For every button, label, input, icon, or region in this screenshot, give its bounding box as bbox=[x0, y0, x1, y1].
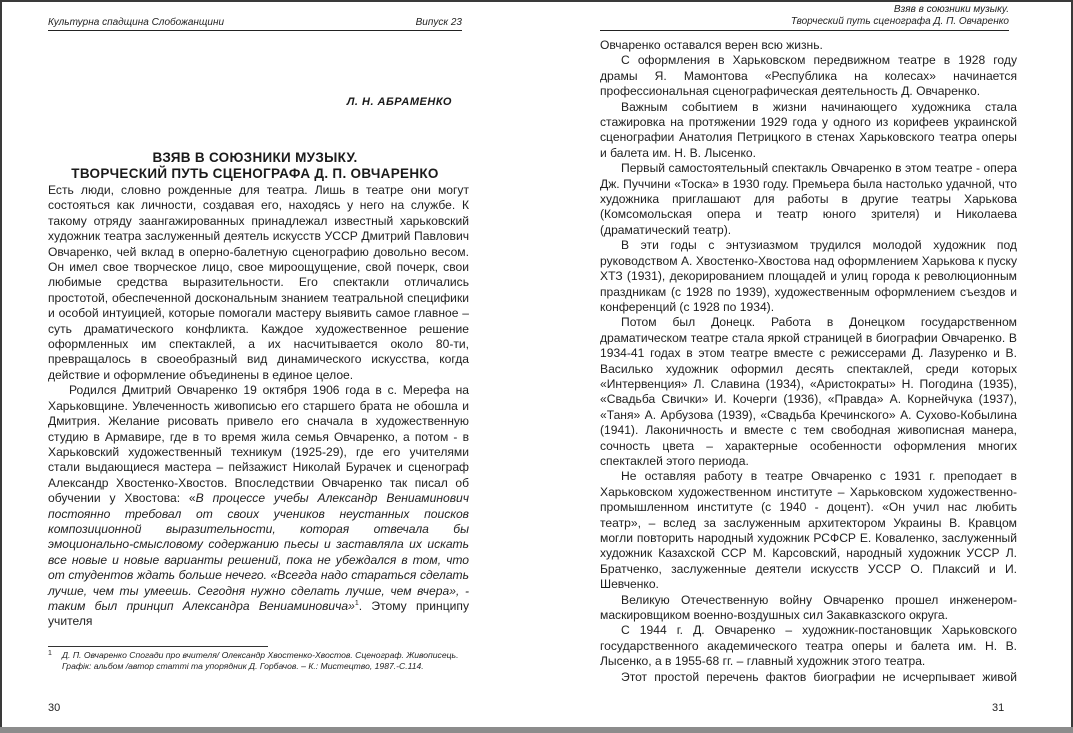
page-number: 30 bbox=[48, 702, 61, 714]
running-title-line-2: Творческий путь сценографа Д. П. Овчаренко bbox=[790, 15, 1009, 27]
article-author: Л. Н. АБРАМЕНКО bbox=[346, 96, 452, 108]
paragraph: С 1944 г. Д. Овчаренко – художник-постановщик Харьковского государственного академического театра оперы и балета им. Н. В. Лысенко, а в 1955-68 гг. – главный художник этого театра. bbox=[600, 623, 1017, 669]
paragraph: Потом был Донецк. Работа в Донецком государственном драматическом театре стала яркой страницей в биографии Овчаренко. В 1934-41 годах в этом театре вместе с режиссерами Д. Лазуренко и В. Василько художник оформил десять спектаклей, среди которых «Интервенция» Л. Славина (1934), «Аристократы» Н. Погодина (1935), «Свадьба Свички» И. Кочерги (1936), «Правда» А. Корнейчука (1937), «Таня» А. Арбузова (1939), «Свадьба Кречинского» А. Сухово-Кобылина (1941). Лаконичность и вместе с тем свободная живописная манера, сочность цвета – характерные особенности оформления многих спектаклей этого периода. bbox=[600, 315, 1017, 468]
right-page bbox=[536, 0, 1071, 727]
paragraph: Не оставляя работу в театре Овчаренко с 1931 г. преподает в Харьковском художественном институте – Харьковском художественно-промышленном институте (с 1940 - доцент). «Он учил нас любить театр», – вслед за заслуженным архитектором Украины В. Кравцом могли повторить народный художник РСФСР Е. Коваленко, заслуженный художник Казахской ССР М. Карсовский, народный художник УССР Л. Братченко, заслуженные деятели искусств УССР О. Плаксий и И. Шевченко. bbox=[600, 469, 1017, 592]
paragraph: Важным событием в жизни начинающего художника стала стажировка на протяжении 1929 года у одного из корифеев украинской сценографии Анатолия Петрицкого в стенах Харьковского театра оперы и балета им. Н. В. Лысенко. bbox=[600, 99, 1017, 160]
title-line-1: ВЗЯВ В СОЮЗНИКИ МУЗЫКУ. bbox=[152, 150, 358, 165]
footnote-text: Д. П. Овчаренко Спогади про вчителя/ Олександр Хвостенко-Хвостов. Сценограф. Живописець. Графік: альбом /автор статті та упорядник Д. Горбачов. – К.: Мистецтво, 1987.-С.114. bbox=[62, 650, 459, 671]
left-page bbox=[2, 0, 536, 727]
running-title-line-1: Взяв в союзники музыку. bbox=[893, 4, 1009, 15]
paragraph: Есть люди, словно рожденные для театра. Лишь в театре они могут состояться как личности, создавая его, находясь у него на службе. К такому отряду заангажированных принадлежал известный харьковский художник театра заслуженный деятель искусств УССР Дмитрий Павлович Овчаренко, чей вклад в оперно-балетную сценографию довольно весом. Он имел свое творческое лицо, свое мироощущение, свой почерк, свои любимые средства выразительности. Его спектакли отличались простотой, обеспеченной доскональным знанием театральной специфики и особой интуицией, которые помогали мастеру выявить самое главное – суть драматического конфликта. Каждое художественное решение оформленных им спектаклей, а их насчитывается около 80-ти, превращалось в своеобразный вид динамического искусства, когда действие и оформление объединены в единое целое. bbox=[48, 183, 469, 382]
quotation: В процессе учебы Александр Вениаминович постоянно требовал от своих учеников неустанных поисков композиционной выразительности, которая отвечала бы эмоционально-смысловому содержанию пьесы и заставляла их искать все новые и новые варианты решений, пока не убеждался в том, что от студентов ждать больше нечего. «Всегда надо стараться сделать лучше, чем ты умеешь. Сегодня нужно сделать лучше, чем вчера», - таким был принцип Александра Вениаминовича» bbox=[48, 491, 470, 613]
paragraph: Этот простой перечень фактов биографии не исчерпывает живой bbox=[621, 669, 1017, 684]
article-body-left bbox=[48, 183, 469, 630]
footnote bbox=[48, 650, 470, 672]
paragraph: Великую Отечественную войну Овчаренко прошел инженером-маскировщиком военно-воздушных сил Закавказского округа. bbox=[600, 592, 1017, 623]
footnote-separator bbox=[48, 646, 268, 647]
paragraph bbox=[48, 383, 469, 630]
footnote-mark: 1 bbox=[48, 650, 52, 657]
paragraph: Овчаренко оставался верен всю жизнь. bbox=[600, 38, 823, 52]
issue-number: Випуск 23 bbox=[415, 17, 462, 28]
paragraph-text: Родился Дмитрий Овчаренко 19 октября 1906 года в с. Мерефа на Харьковщине. Увлеченность живописью его старшего брата не обошла и Дмитрия. Желание рисовать привело его сначала в художественную студию в Армавире, где в то время жила семья Овчаренко, а потом - в Харьковский художественный техникум (1925-29), где его учителями стали выдающиеся мастера – пейзажист Николай Бурачек и сценограф Александр Хвостенко-Хвостов. Впоследствии Овчаренко так писал об обучении у Хвостова: « bbox=[48, 383, 469, 506]
article-title bbox=[48, 150, 462, 182]
running-header bbox=[600, 4, 1009, 31]
footnote-reference[interactable]: 1 bbox=[354, 599, 359, 607]
article-body-right bbox=[600, 38, 1017, 685]
paragraph: Первый самостоятельный спектакль Овчаренко в этом театре - опера Дж. Пуччини «Тоска» в 1930 году. Премьера была настолько удачной, что художника приглашают для работы в другие театры Харькова (Комсомольская опера и театр юного зрителя) и Николаева (драматический театр). bbox=[600, 161, 1017, 237]
paragraph: С оформления в Харьковском передвижном театре в 1928 году драмы Я. Мамонтова «Республика на колесах» начинается профессиональная сценографическая деятельность Д. Овчаренко. bbox=[600, 53, 1017, 99]
title-line-2: ТВОРЧЕСКИЙ ПУТЬ СЦЕНОГРАФА Д. П. ОВЧАРЕНКО bbox=[71, 166, 439, 181]
paragraph: В эти годы с энтузиазмом трудился молодой художник под руководством А. Хвостенко-Хвостова над оформлением Харькова к пуску ХТЗ (1931), декорированием площадей и улиц города к революционным праздникам (с 1928 по 1939), художественным оформлением съездов и конференций (с 1928 по 1934). bbox=[600, 238, 1017, 314]
page-number: 31 bbox=[992, 702, 1005, 714]
page-frame-bottom-border bbox=[0, 727, 1073, 733]
paragraph-text: . Этому принципу учителя bbox=[48, 598, 469, 629]
running-header bbox=[48, 16, 462, 31]
journal-title: Культурна спадщина Слобожанщини bbox=[48, 17, 225, 28]
